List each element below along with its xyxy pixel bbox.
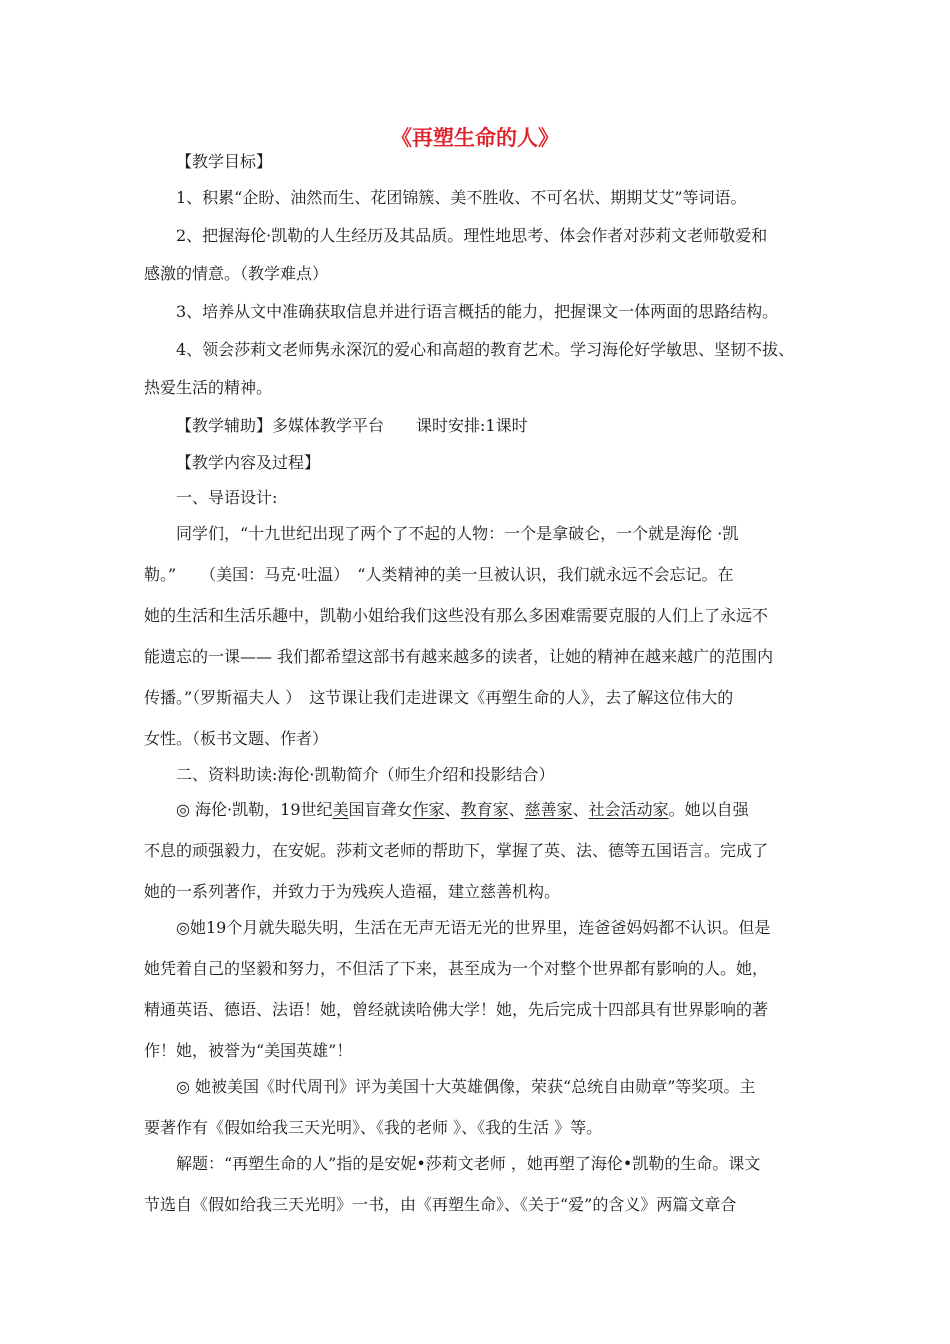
bio-para-3-line-1: ◎ 她被美国《时代周刊》评为美国十大英雄偶像，荣获“总统自由勋章”等奖项。主 [176, 1077, 756, 1096]
goal-3: 3、培养从文中准确获取信息并进行语言概括的能力，把握课文一体两面的思路结构。 [176, 302, 779, 321]
link-educator[interactable]: 教育家 [460, 800, 509, 819]
bio-text: 、 [508, 800, 525, 819]
bio-text: ◎ 海伦·凯勒，19世纪 [176, 800, 333, 819]
bio-text: 国盲聋女 [348, 800, 413, 819]
title-explanation-line-2: 节选自《假如给我三天光明》一书，由《再塑生命》、《关于“爱”的含义》两篇文章合 [144, 1195, 737, 1214]
bio-para-1-line-2: 不息的顽强毅力，在安妮。莎莉文老师的帮助下，掌握了英、法、德等五国语言。完成了 [144, 841, 769, 860]
intro-line-3: 她的生活和生活乐趣中，凯勒小姐给我们这些没有那么多困难需要克服的人们上了永远不 [144, 606, 769, 625]
bio-para-2-line-2: 她凭着自己的坚毅和努力，不但活了下来，甚至成为一个对整个世界都有影响的人。她， [144, 959, 769, 978]
goal-4-cont: 热爱生活的精神。 [144, 378, 273, 397]
bio-para-2-line-4: 作！她，被誉为“美国英雄”！ [144, 1041, 353, 1060]
intro-line-5: 传播。”（罗斯福夫人 ） 这节课让我们走进课文《再塑生命的人》，去了解这位伟大的 [144, 688, 734, 707]
goal-4: 4、领会莎莉文老师隽永深沉的爱心和高超的教育艺术。学习海伦好学敏思、坚韧不拔、 [176, 340, 795, 359]
link-philanthropist[interactable]: 慈善家 [524, 800, 573, 819]
bio-para-2-line-1: ◎她19个月就失聪失明，生活在无声无语无光的世界里，连爸爸妈妈都不认识。但是 [176, 918, 771, 937]
intro-line-2: 勒。” （美国：马克·吐温） “人类精神的美一旦被认识，我们就永远不会忘记。在 [144, 565, 734, 584]
bio-para-1-line-3: 她的一系列著作，并致力于为残疾人造福，建立慈善机构。 [144, 882, 561, 901]
intro-line-6: 女性。（板书文题、作者） [144, 729, 329, 748]
bio-para-1-line-1 [176, 798, 856, 822]
bio-text: 。她以自强 [668, 800, 749, 819]
document-title: 《再塑生命的人》 [391, 125, 559, 150]
bio-text: 、 [444, 800, 461, 819]
bio-para-2-line-3: 精通英语、德语、法语！她，曾经就读哈佛大学！她，先后完成十四部具有世界影响的著 [144, 1000, 769, 1019]
heading-content-process: 【教学内容及过程】 [176, 453, 321, 472]
goal-1: 1、积累“企盼、油然而生、花团锦簇、美不胜收、不可名状、期期艾艾”等词语。 [176, 188, 747, 207]
goal-2-cont: 感激的情意。（教学难点） [144, 264, 329, 283]
bio-para-3-line-2: 要著作有《假如给我三天光明》、《我的老师 》、《我的生活 》等。 [144, 1118, 603, 1137]
bio-text: 、 [572, 800, 589, 819]
section-1-heading: 一、导语设计: [176, 488, 278, 507]
heading-teaching-goals: 【教学目标】 [176, 152, 273, 171]
section-2-heading: 二、资料助读:海伦·凯勒简介（师生介绍和投影结合） [176, 765, 555, 784]
title-explanation-line-1: 解题：“再塑生命的人”指的是安妮•莎莉文老师 ，她再塑了海伦•凯勒的生命。课文 [176, 1154, 761, 1173]
link-writer[interactable]: 作家 [412, 800, 445, 819]
intro-line-4: 能遗忘的一课—— 我们都希望这部书有越来越多的读者，让她的精神在越来越广的范围内 [144, 647, 774, 666]
intro-line-1: 同学们，“十九世纪出现了两个了不起的人物：一个是拿破仑，一个就是海伦 ·凯 [176, 524, 739, 543]
goal-2: 2、把握海伦·凯勒的人生经历及其品质。理性地思考、体会作者对莎莉文老师敬爱和 [176, 226, 768, 245]
link-social-activist[interactable]: 社会活动家 [588, 800, 669, 819]
teaching-aids: 【教学辅助】多媒体教学平台 课时安排:1课时 [176, 416, 528, 435]
link-america[interactable]: 美 [332, 800, 349, 819]
